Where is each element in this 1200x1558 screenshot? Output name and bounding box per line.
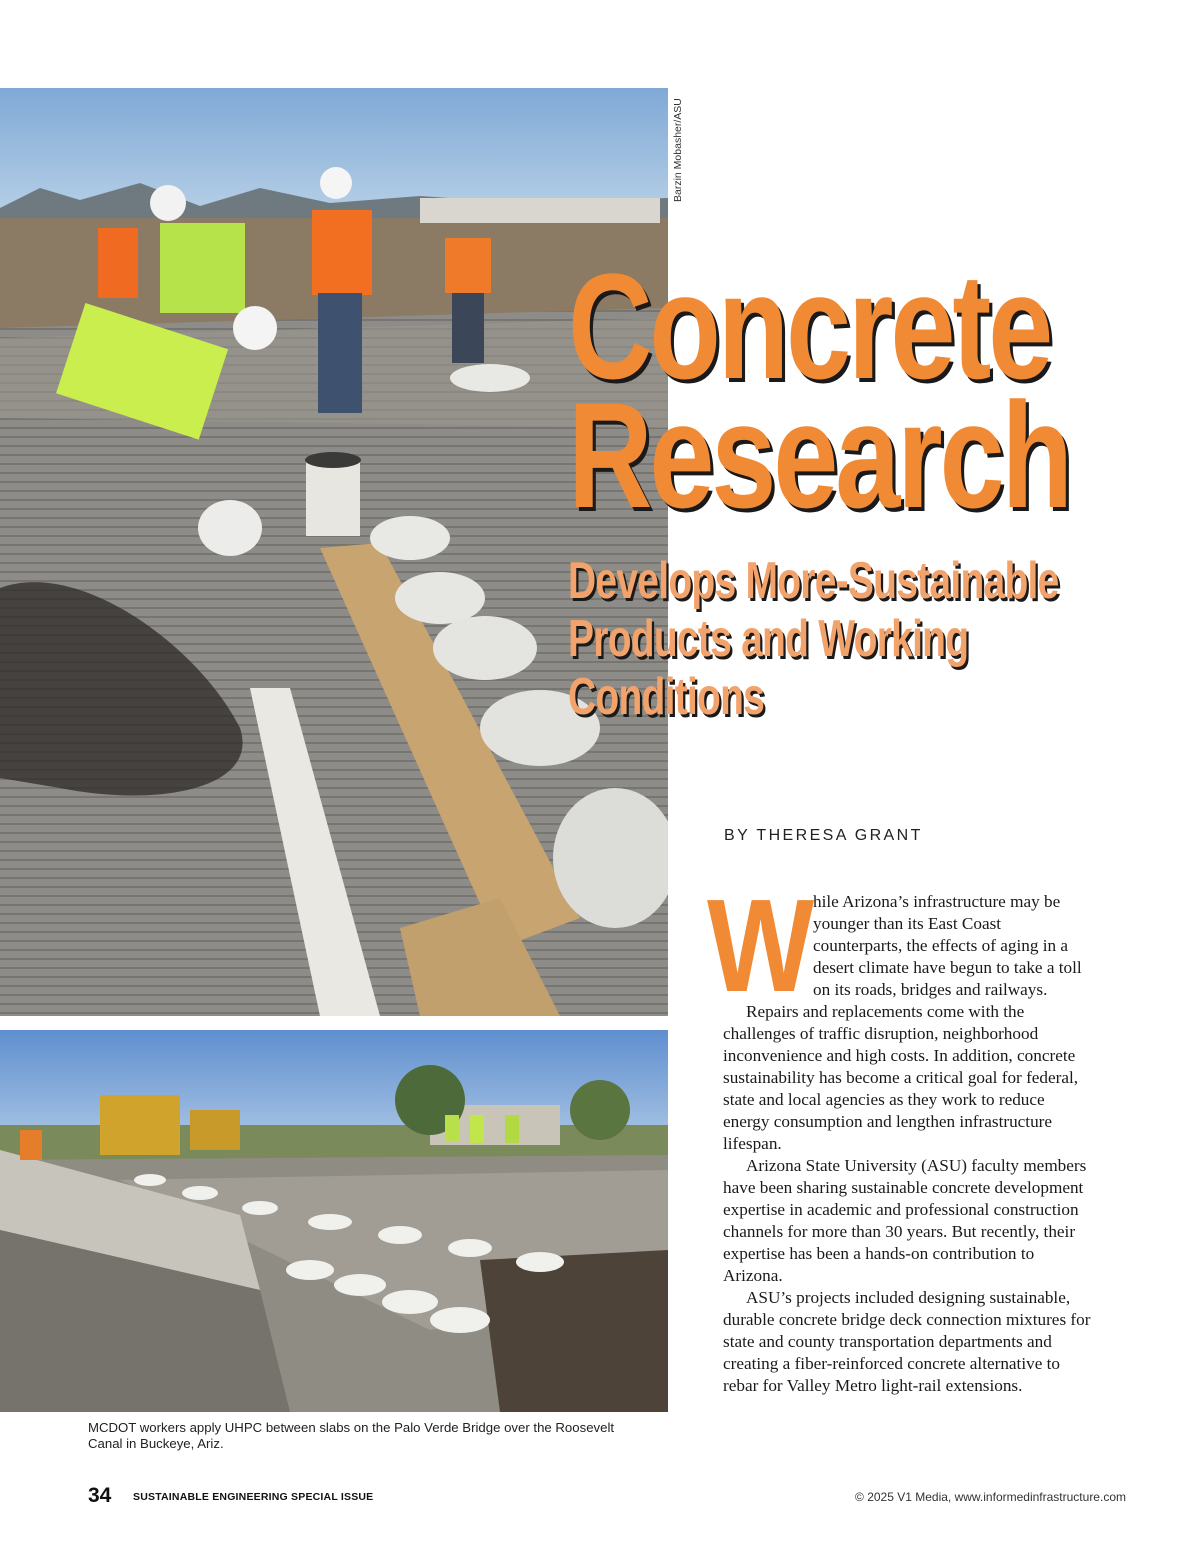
headline-line-1: Concrete [568,242,1051,410]
page-number: 34 [88,1484,112,1507]
photo-credit: Barzin Mobasher/ASU [672,98,684,202]
paragraph-1 [707,872,1093,1019]
headline-line-2: Research [568,371,1070,539]
paragraph-3: Arizona State University (ASU) faculty members have been sharing sustainable concrete development expertise in academic and professional construction channels for more than 30 years. But recently, their expertise has been a hands-on contribution to Arizona. [723,1156,1087,1285]
paragraph-2: Repairs and replacements come with the challenges of traffic disruption, neighborhood inconvenience and high costs. In addition, concrete sustainability has become a critical goal for federal, state and local agencies as they work to reduce energy consumption and lengthen infrastructure lifespan. [723,1002,1079,1153]
copyright-notice: © 2025 V1 Media, www.informedinfrastructure.com [855,1490,1126,1504]
drop-cap: W [707,872,815,1019]
bridge-photo [0,1030,668,1412]
deck-line-2: Products and Working [568,610,969,669]
paragraph-4: ASU’s projects included designing sustainable, durable concrete bridge deck connection mixtures for state and county transportation departments and creating a fiber-reinforced concrete alternative to rebar for Valley Metro light-rail extensions. [723,1288,1091,1395]
byline: BY THERESA GRANT [724,827,923,844]
section-name: SUSTAINABLE ENGINEERING SPECIAL ISSUE [133,1491,374,1503]
photo-caption: MCDOT workers apply UHPC between slabs on the Palo Verde Bridge over the Roosevelt Canal in Buckeye, Ariz. [88,1420,615,1451]
headline [568,242,1070,539]
deck-line-1: Develops More-Sustainable [568,552,1059,610]
deck-line-3: Conditions [568,668,765,727]
article-body [707,872,1093,1397]
paragraph-1-text: hile Arizona’s infrastructure may be younger than its East Coast counterparts, the effects of aging in a desert climate have begun to take a toll on its roads, bridges and railways. [813,892,1082,999]
bridge-photo-illustration [0,1030,668,1412]
subheadline [568,552,1108,727]
